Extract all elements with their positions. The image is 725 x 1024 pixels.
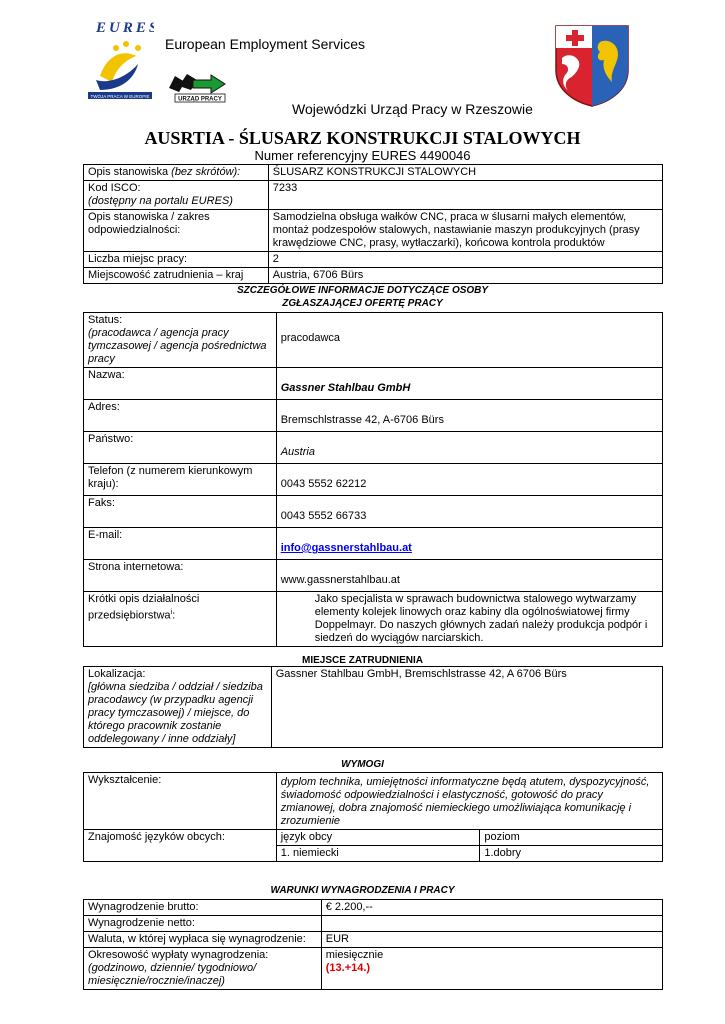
isco-value: 7233 (268, 181, 662, 210)
period-label: Okresowość wypłaty wynagrodzenia: (godzinowo, dziennie/ tygodniowo/ miesięcznie/rocznie/inaczej) (84, 948, 322, 990)
currency-label: Waluta, w której wypłaca się wynagrodzenie: (84, 932, 322, 948)
table-row (84, 496, 663, 528)
job-desc-value: ŚLUSARZ KONSTRUKCJI STALOWYCH (268, 165, 662, 181)
table-row (84, 900, 663, 916)
country-label: Państwo: (84, 432, 277, 464)
table-row (84, 916, 663, 932)
name-label: Nazwa: (84, 368, 277, 400)
fax-label: Faks: (84, 496, 277, 528)
scope-label: Opis stanowiska / zakres odpowiedzialności: (84, 210, 269, 252)
table-row (84, 210, 663, 252)
table-row (84, 464, 663, 496)
table-row (84, 560, 663, 592)
fax-value: 0043 5552 66733 (276, 496, 662, 528)
education-label: Wykształcenie: (84, 773, 277, 830)
language-value: 1. niemiecki (276, 846, 480, 862)
table-row (84, 932, 663, 948)
email-cell (276, 528, 662, 560)
gross-label: Wynagrodzenie brutto: (84, 900, 322, 916)
table-row (84, 313, 663, 368)
office-name: Wojewódzki Urząd Pracy w Rzeszowie (292, 101, 533, 117)
language-col-header: język obcy (276, 830, 480, 846)
service-name: European Employment Services (165, 36, 365, 52)
education-value: dyplom technika, umiejętności informatyczne będą atutem, dyspozycyjność, świadomość odpowiedzialności i elastyczność, gotowość do pracy zmianowej, dobra znajomość niemieckiego umożliwiająca komunikację i zrozumienie (276, 773, 662, 830)
net-value (321, 916, 662, 932)
table-row (84, 592, 663, 647)
table-row (84, 268, 663, 284)
languages-label: Znajomość języków obcych: (84, 830, 277, 862)
table-row (84, 773, 663, 830)
status-label: Status: (pracodawca / agencja pracy tymczasowej / agencja pośrednictwa pracy (84, 313, 277, 368)
reference-number: Numer referencyjny EURES 4490046 (254, 148, 471, 163)
scope-value: Samodzielna obsługa wałków CNC, praca w ślusarni małych elementów, montaż podzespołów stalowych, nastawianie maszyn produkcyjnych (prasy krawędziowe CNC, prasy, wytłaczarki), końcowa kontrola produktów (268, 210, 662, 252)
eures-logo (86, 18, 154, 100)
currency-value: EUR (321, 932, 662, 948)
level-col-header: poziom (480, 830, 663, 846)
net-label: Wynagrodzenie netto: (84, 916, 322, 932)
table-row (84, 400, 663, 432)
level-value: 1.dobry (480, 846, 663, 862)
email-label: E-mail: (84, 528, 277, 560)
workplace-table (83, 666, 663, 748)
job-desc-label: Opis stanowiska (bez skrótów): (84, 165, 269, 181)
table-row (84, 368, 663, 400)
table-row (84, 252, 663, 268)
location-value: Austria, 6706 Bürs (268, 268, 662, 284)
country-value: Austria (276, 432, 662, 464)
table-row (84, 165, 663, 181)
website-label: Strona internetowa: (84, 560, 277, 592)
page-title: AUSRTIA - ŚLUSARZ KONSTRUKCJI STALOWYCH (144, 128, 581, 148)
table-row (84, 667, 663, 748)
status-value: pracodawca (276, 313, 662, 368)
pay-table (83, 899, 663, 990)
table-row (84, 432, 663, 464)
job-table (83, 164, 663, 284)
vacancies-label: Liczba miejsc pracy: (84, 252, 269, 268)
vacancies-value: 2 (268, 252, 662, 268)
employer-table (83, 312, 663, 647)
address-label: Adres: (84, 400, 277, 432)
table-row (84, 528, 663, 560)
email-link[interactable]: info@gassnerstahlbau.at (280, 542, 412, 554)
employer-heading: SZCZEGÓŁOWE INFORMACJE DOTYCZĄCE OSOBY ZGŁASZAJĄCEJ OFERTĘ PRACY (236, 285, 489, 309)
isco-label: Kod ISCO: (dostępny na portalu EURES) (84, 181, 269, 210)
period-value: miesięcznie (13.+14.) (321, 948, 662, 990)
activity-value: Jako specjalista w sprawach budownictwa stalowego wytwarzamy elementy kolejek linowych oraz kabiny dla ogólnoświatowej firmy Doppelmayr. Do naszych głównych zadań należy produkcja podpór i siedzeń do wyciągów narciarskich. (276, 592, 662, 647)
activity-label: Krótki opis działalności przedsiębiorstwa$^i$: (84, 592, 277, 647)
location-label: Miejscowość zatrudnienia – kraj (84, 268, 269, 284)
phone-value: 0043 5552 62212 (276, 464, 662, 496)
workplace-heading: MIEJSCE ZATRUDNIENIA (302, 655, 423, 666)
eures-logo-text: EURES (96, 20, 154, 36)
eures-logo-sub: TWÓJA PRACA W EUROPIE (90, 94, 150, 99)
period-extra: (13.+14.) (325, 962, 371, 974)
pay-heading: WARUNKI WYNAGRODZENIA I PRACY (270, 885, 455, 896)
workplace-label: Lokalizacja: [główna siedziba / oddział / siedziba pracodawcy (w przypadku agencji pracy tymczasowej) / miejsce, do którego pracownik zostanie oddelegowany / inne oddziały] (84, 667, 272, 748)
website-value: www.gassnerstahlbau.at (276, 560, 662, 592)
requirements-table (83, 772, 663, 862)
table-row (84, 181, 663, 210)
table-row (84, 948, 663, 990)
table-row (84, 830, 663, 846)
requirements-heading: WYMOGI (341, 759, 384, 770)
gross-value: € 2.200,-- (321, 900, 662, 916)
workplace-value: Gassner Stahlbau GmbH, Bremschlstrasse 42, A 6706 Bürs (271, 667, 662, 748)
urzad-logo-text: URZĄD PRACY (178, 96, 222, 103)
urzad-pracy-logo (165, 66, 229, 104)
phone-label: Telefon (z numerem kierunkowym kraju): (84, 464, 277, 496)
voivodeship-coat-of-arms (552, 20, 632, 108)
address-value: Bremschlstrasse 42, A-6706 Bürs (276, 400, 662, 432)
name-value: Gassner Stahlbau GmbH (276, 368, 662, 400)
